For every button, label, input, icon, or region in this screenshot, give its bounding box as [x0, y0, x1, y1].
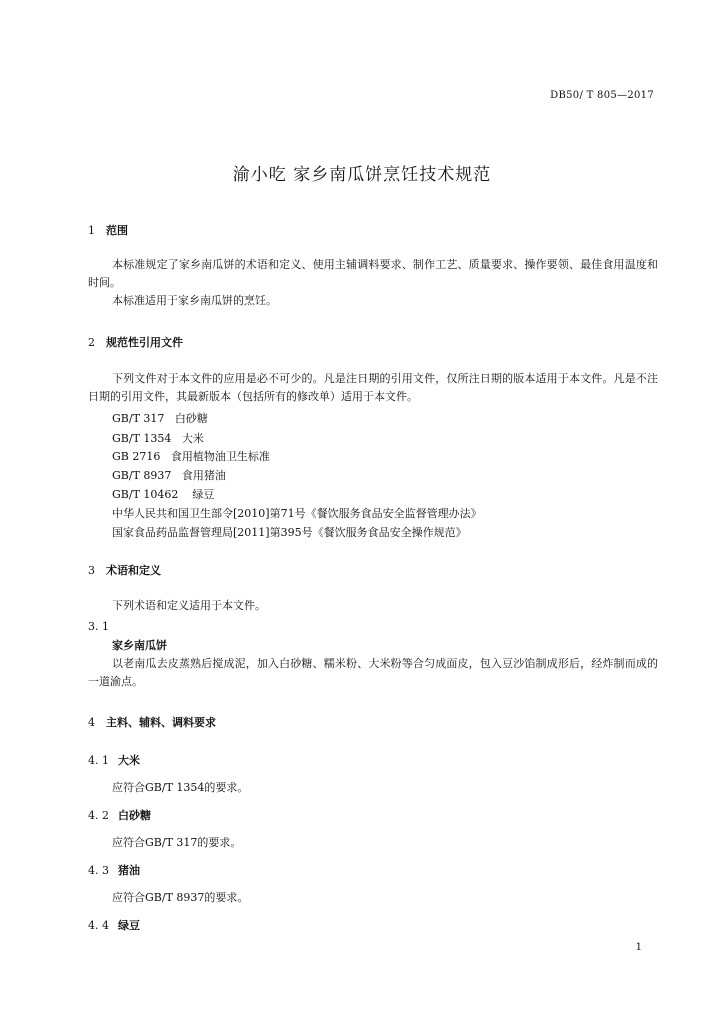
section-1-paragraph-1: 本标准规定了家乡南瓜饼的术语和定义、使用主辅调料要求、制作工艺、质量要求、操作要领、最佳食用温度和时间。: [88, 258, 658, 289]
subsection-text: 应符合GB/T 317的要求。: [112, 836, 242, 849]
subsection-number: 4. 4: [88, 919, 109, 932]
reference-item: GB/T 317 白砂糖: [112, 412, 208, 425]
section-title: 范围: [106, 224, 128, 237]
subsection-number: 4. 3: [88, 864, 109, 877]
section-number: 2: [88, 336, 95, 349]
section-3-heading: [88, 562, 161, 578]
page-number: 1: [635, 942, 642, 953]
section-2-intro: 下列文件对于本文件的应用是必不可少的。凡是注日期的引用文件，仅所注日期的版本适用于本文件。凡是不注日期的引用文件，其最新版本（包括所有的修改单）适用于本文件。: [88, 372, 658, 403]
subsection-title: 绿豆: [118, 919, 140, 932]
section-2-heading: [88, 334, 183, 350]
standard-code: DB50/ T 805—2017: [550, 90, 654, 101]
subsection-number: 4. 1: [88, 754, 109, 767]
reference-item: 中华人民共和国卫生部令[2010]第71号《餐饮服务食品安全监督管理办法》: [112, 507, 482, 520]
section-1-paragraph-2: 本标准适用于家乡南瓜饼的烹饪。: [112, 294, 277, 307]
reference-item: 国家食品药品监督管理局[2011]第395号《餐饮服务食品安全操作规范》: [112, 526, 467, 539]
section-number: 1: [88, 224, 95, 237]
section-number: 4: [88, 716, 95, 729]
subsection-text: 应符合GB/T 1354的要求。: [112, 781, 249, 794]
section-number: 3: [88, 564, 95, 577]
section-4-heading: [88, 714, 216, 730]
section-title: 术语和定义: [106, 564, 161, 577]
subsection-title: 猪油: [118, 864, 140, 877]
term-name: 家乡南瓜饼: [112, 639, 167, 652]
reference-item: GB/T 10462 绿豆: [112, 488, 215, 501]
subsection-text: 应符合GB/T 8937的要求。: [112, 891, 249, 904]
subsection-heading: [88, 807, 151, 823]
reference-item: GB/T 1354 大米: [112, 432, 204, 445]
section-title: 规范性引用文件: [106, 336, 183, 349]
subsection-heading: [88, 752, 140, 768]
section-title: 主料、辅料、调料要求: [106, 716, 216, 729]
subsection-title: 白砂糖: [118, 809, 151, 822]
subsection-number: 4. 2: [88, 809, 109, 822]
subsection-title: 大米: [118, 754, 140, 767]
document-title: 渝小吃 家乡南瓜饼烹饪技术规范: [232, 165, 492, 185]
reference-item: GB 2716 食用植物油卫生标准: [112, 450, 270, 463]
reference-item: GB/T 8937 食用猪油: [112, 469, 226, 482]
section-1-heading: [88, 222, 128, 238]
section-3-intro: 下列术语和定义适用于本文件。: [112, 599, 266, 612]
subsection-heading: [88, 917, 140, 933]
term-number: 3. 1: [88, 620, 109, 633]
subsection-heading: [88, 862, 140, 878]
term-definition: 以老南瓜去皮蒸熟后搅成泥，加入白砂糖、糯米粉、大米粉等合匀成面皮，包入豆沙馅制成形后，经炸制而成的一道渝点。: [88, 657, 658, 688]
